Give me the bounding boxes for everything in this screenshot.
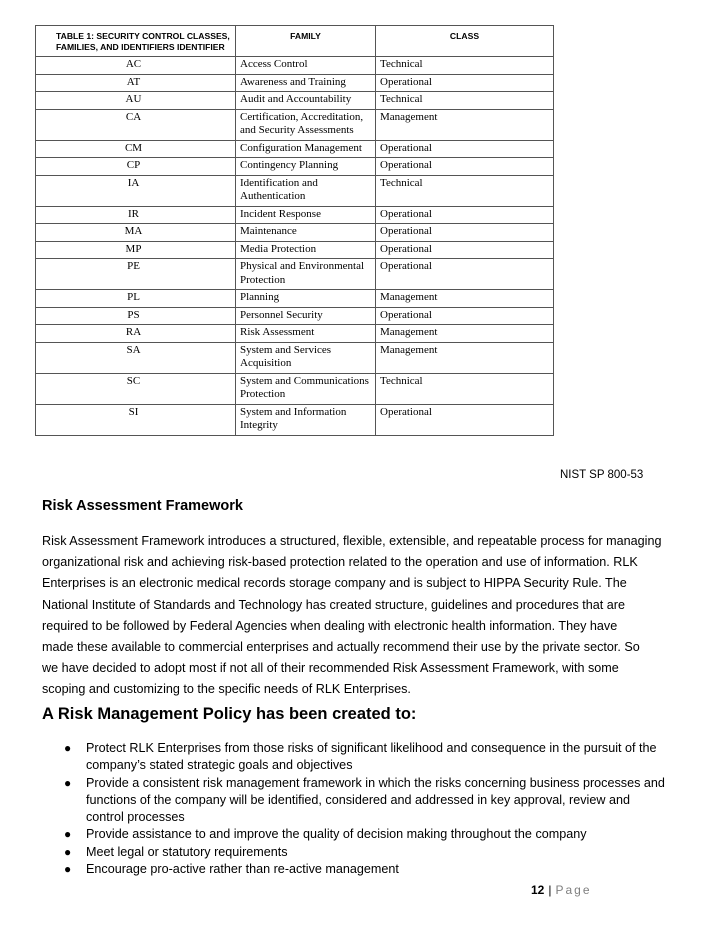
table-source-note: NIST SP 800-53 bbox=[560, 469, 644, 481]
cell-identifier: AC bbox=[36, 57, 236, 75]
cell-class: Operational bbox=[376, 404, 554, 435]
list-item-text: Provide assistance to and improve the quality of decision making throughout the company bbox=[86, 827, 587, 842]
section-title: Risk Assessment Framework bbox=[42, 498, 243, 514]
paragraph-line: National Institute of Standards and Technology has created structure, guidelines and procedures that are bbox=[42, 597, 625, 612]
cell-family: System and Communications Protection bbox=[236, 373, 376, 404]
table-row bbox=[36, 57, 554, 75]
list-item bbox=[42, 740, 702, 775]
cell-identifier: PL bbox=[36, 290, 236, 308]
cell-class: Technical bbox=[376, 373, 554, 404]
page-footer bbox=[531, 883, 592, 897]
cell-class: Technical bbox=[376, 175, 554, 206]
header-identifier-line1: TABLE 1: SECURITY CONTROL CLASSES, bbox=[56, 31, 230, 41]
list-item-text: company’s stated strategic goals and objectives bbox=[86, 758, 353, 773]
table-row bbox=[36, 290, 554, 308]
table-row bbox=[36, 241, 554, 259]
list-item-text: functions of the company will be identified, considered and addressed in key approval, review and bbox=[86, 792, 630, 807]
cell-identifier: AT bbox=[36, 74, 236, 92]
page-label: Page bbox=[555, 883, 592, 897]
table-row bbox=[36, 158, 554, 176]
table-row bbox=[36, 109, 554, 140]
cell-identifier: CA bbox=[36, 109, 236, 140]
section-paragraph bbox=[42, 531, 692, 701]
table-row bbox=[36, 140, 554, 158]
cell-family: Identification and Authentication bbox=[236, 175, 376, 206]
table-row bbox=[36, 92, 554, 110]
list-item bbox=[42, 844, 702, 861]
cell-class: Management bbox=[376, 342, 554, 373]
cell-class: Management bbox=[376, 290, 554, 308]
table-row bbox=[36, 325, 554, 343]
cell-class: Operational bbox=[376, 307, 554, 325]
table-row bbox=[36, 342, 554, 373]
table-row bbox=[36, 259, 554, 290]
policy-bullet-list bbox=[42, 740, 702, 878]
cell-family: Risk Assessment bbox=[236, 325, 376, 343]
page-number: 12 bbox=[531, 883, 545, 897]
cell-family: System and Information Integrity bbox=[236, 404, 376, 435]
cell-family: Physical and Environmental Protection bbox=[236, 259, 376, 290]
cell-identifier: IA bbox=[36, 175, 236, 206]
security-control-table bbox=[35, 25, 554, 436]
header-class: CLASS bbox=[376, 26, 554, 57]
security-control-table-wrapper bbox=[35, 25, 553, 436]
cell-identifier: PE bbox=[36, 259, 236, 290]
table-row bbox=[36, 404, 554, 435]
cell-class: Operational bbox=[376, 140, 554, 158]
table-body bbox=[36, 57, 554, 436]
table-row bbox=[36, 206, 554, 224]
list-item-text: control processes bbox=[86, 810, 185, 825]
cell-identifier: MA bbox=[36, 224, 236, 242]
paragraph-line: we have decided to adopt most if not all of their recommended Risk Assessment Framework, with some bbox=[42, 661, 619, 676]
cell-family: Configuration Management bbox=[236, 140, 376, 158]
cell-identifier: CM bbox=[36, 140, 236, 158]
bullet-icon: ● bbox=[64, 775, 72, 790]
cell-family: Planning bbox=[236, 290, 376, 308]
header-family: FAMILY bbox=[236, 26, 376, 57]
cell-family: Contingency Planning bbox=[236, 158, 376, 176]
bullet-icon: ● bbox=[64, 844, 72, 859]
cell-class: Operational bbox=[376, 224, 554, 242]
cell-family: Audit and Accountability bbox=[236, 92, 376, 110]
policy-title: A Risk Management Policy has been created to: bbox=[42, 705, 417, 723]
table-row bbox=[36, 224, 554, 242]
cell-family: System and Services Acquisition bbox=[236, 342, 376, 373]
list-item bbox=[42, 775, 702, 827]
cell-class: Operational bbox=[376, 74, 554, 92]
paragraph-line: required to be followed by Federal Agencies when dealing with electronic health information. They have bbox=[42, 618, 618, 633]
cell-class: Technical bbox=[376, 92, 554, 110]
cell-family: Awareness and Training bbox=[236, 74, 376, 92]
paragraph-line: organizational risk and achieving risk-based protection related to the operation and use of information. RLK bbox=[42, 555, 638, 570]
cell-class: Technical bbox=[376, 57, 554, 75]
cell-class: Operational bbox=[376, 158, 554, 176]
header-identifier-line2: FAMILIES, AND IDENTIFIERS IDENTIFIER bbox=[56, 42, 225, 52]
cell-class: Operational bbox=[376, 259, 554, 290]
list-item-text: Protect RLK Enterprises from those risks of significant likelihood and consequence in the pursuit of the bbox=[86, 741, 657, 755]
list-item bbox=[42, 861, 702, 878]
cell-family: Certification, Accreditation, and Security Assessments bbox=[236, 109, 376, 140]
cell-identifier: PS bbox=[36, 307, 236, 325]
paragraph-line: Risk Assessment Framework introduces a structured, flexible, extensible, and repeatable process for managing bbox=[42, 534, 662, 548]
table-header-row bbox=[36, 26, 554, 57]
cell-identifier: MP bbox=[36, 241, 236, 259]
footer-separator: | bbox=[548, 883, 552, 897]
cell-class: Management bbox=[376, 109, 554, 140]
list-item bbox=[42, 826, 702, 843]
cell-identifier: CP bbox=[36, 158, 236, 176]
table-row bbox=[36, 307, 554, 325]
cell-family: Incident Response bbox=[236, 206, 376, 224]
cell-family: Access Control bbox=[236, 57, 376, 75]
list-item-text: Meet legal or statutory requirements bbox=[86, 844, 288, 859]
paragraph-line: Enterprises is an electronic medical records storage company and is subject to HIPPA Security Rule. The bbox=[42, 576, 627, 591]
list-item-text: Provide a consistent risk management framework in which the risks concerning business processes and bbox=[86, 775, 665, 790]
paragraph-line: scoping and customizing to the specific needs of RLK Enterprises. bbox=[42, 682, 411, 697]
table-row bbox=[36, 74, 554, 92]
table-row bbox=[36, 175, 554, 206]
cell-identifier: AU bbox=[36, 92, 236, 110]
cell-class: Operational bbox=[376, 241, 554, 259]
bullet-icon: ● bbox=[64, 827, 72, 842]
list-item-text: Encourage pro-active rather than re-active management bbox=[86, 862, 399, 877]
cell-identifier: IR bbox=[36, 206, 236, 224]
cell-class: Management bbox=[376, 325, 554, 343]
cell-family: Maintenance bbox=[236, 224, 376, 242]
table-row bbox=[36, 373, 554, 404]
cell-family: Personnel Security bbox=[236, 307, 376, 325]
cell-class: Operational bbox=[376, 206, 554, 224]
cell-identifier: SI bbox=[36, 404, 236, 435]
cell-identifier: SA bbox=[36, 342, 236, 373]
paragraph-line: made these available to commercial enterprises and actually recommend their use by the private sector. So bbox=[42, 640, 640, 655]
header-identifier bbox=[36, 26, 236, 57]
cell-identifier: RA bbox=[36, 325, 236, 343]
bullet-icon: ● bbox=[64, 862, 72, 877]
bullet-icon: ● bbox=[64, 741, 72, 755]
cell-family: Media Protection bbox=[236, 241, 376, 259]
cell-identifier: SC bbox=[36, 373, 236, 404]
